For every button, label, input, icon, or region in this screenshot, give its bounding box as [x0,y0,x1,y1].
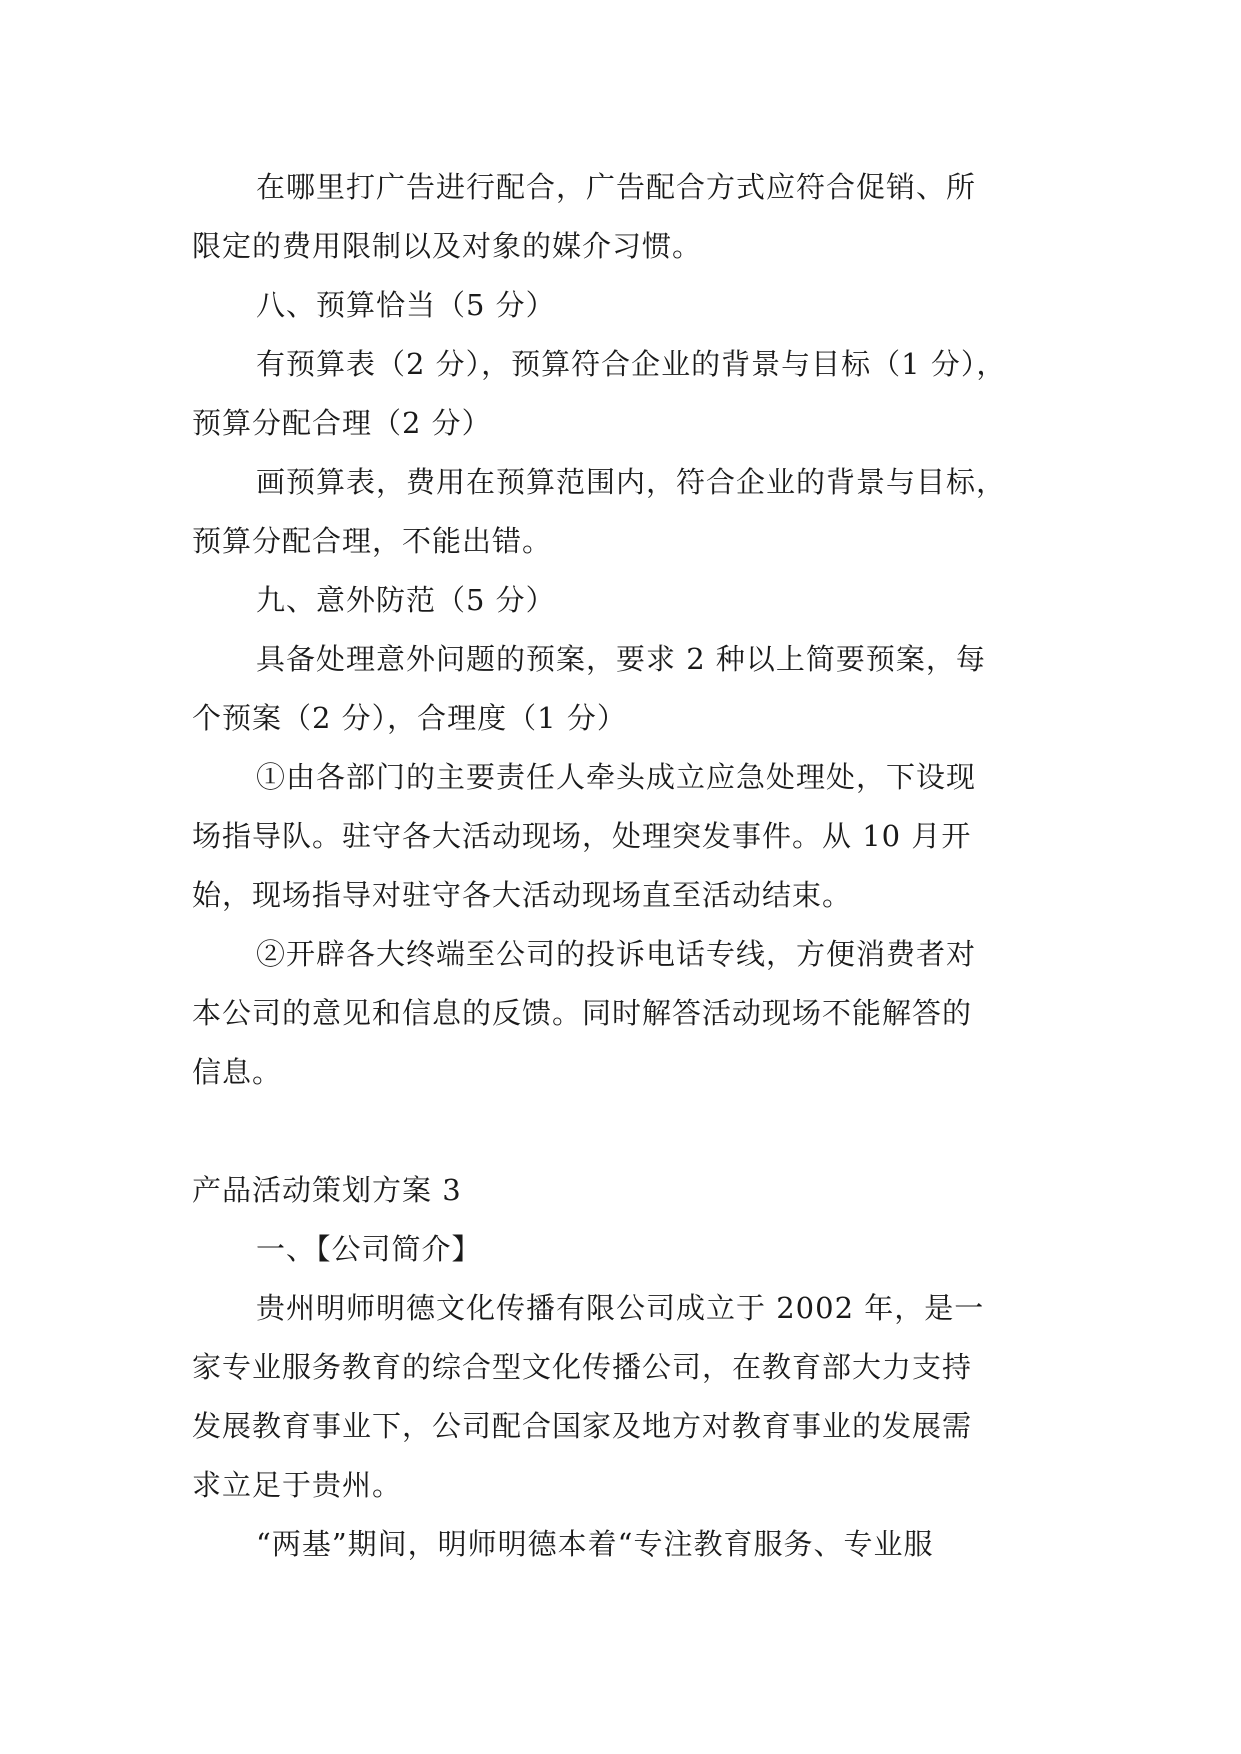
paragraph-line: 画预算表，费用在预算范围内，符合企业的背景与目标， [256,465,1007,499]
section-gap [192,1102,1054,1161]
paragraph-line: 具备处理意外问题的预案，要求 2 种以上简要预案，每 [256,642,986,676]
section-heading: 九、意外防范（5 分） [256,583,556,617]
paragraph-line: 个预案（2 分），合理度（1 分） [192,701,627,735]
paragraph-line: “两基”期间，明师明德本着“专注教育服务、专业服 [256,1527,934,1561]
paragraph-line: 本公司的意见和信息的反馈。同时解答活动现场不能解答的 [192,996,973,1030]
paragraph-line: 贵州明师明德文化传播有限公司成立于 2002 年，是一 [256,1291,985,1325]
section-heading: 一、【公司简介】 [256,1232,482,1266]
paragraph-line: ②开辟各大终端至公司的投诉电话专线，方便消费者对 [256,937,977,971]
document-title: 产品活动策划方案 3 [192,1173,462,1207]
paragraph-line: 限定的费用限制以及对象的媒介习惯。 [192,229,703,263]
paragraph-line: 发展教育事业下，公司配合国家及地方对教育事业的发展需 [192,1409,973,1443]
paragraph-line: 场指导队。驻守各大活动现场，处理突发事件。从 10 月开 [192,819,972,853]
paragraph-line: 有预算表（2 分），预算符合企业的背景与目标（1 分）， [256,347,1007,381]
section-heading: 八、预算恰当（5 分） [256,288,556,322]
paragraph-line: 信息。 [192,1055,283,1089]
paragraph-line: 家专业服务教育的综合型文化传播公司，在教育部大力支持 [192,1350,973,1384]
paragraph-line: 始，现场指导对驻守各大活动现场直至活动结束。 [192,878,853,912]
paragraph-line: 在哪里打广告进行配合，广告配合方式应符合促销、所 [256,170,977,204]
paragraph-line: 预算分配合理（2 分） [192,406,492,440]
paragraph-line: ①由各部门的主要责任人牵头成立应急处理处，下设现 [256,760,977,794]
document-body [192,158,1054,1574]
paragraph-line: 求立足于贵州。 [192,1468,403,1502]
paragraph-line: 预算分配合理，不能出错。 [192,524,553,558]
